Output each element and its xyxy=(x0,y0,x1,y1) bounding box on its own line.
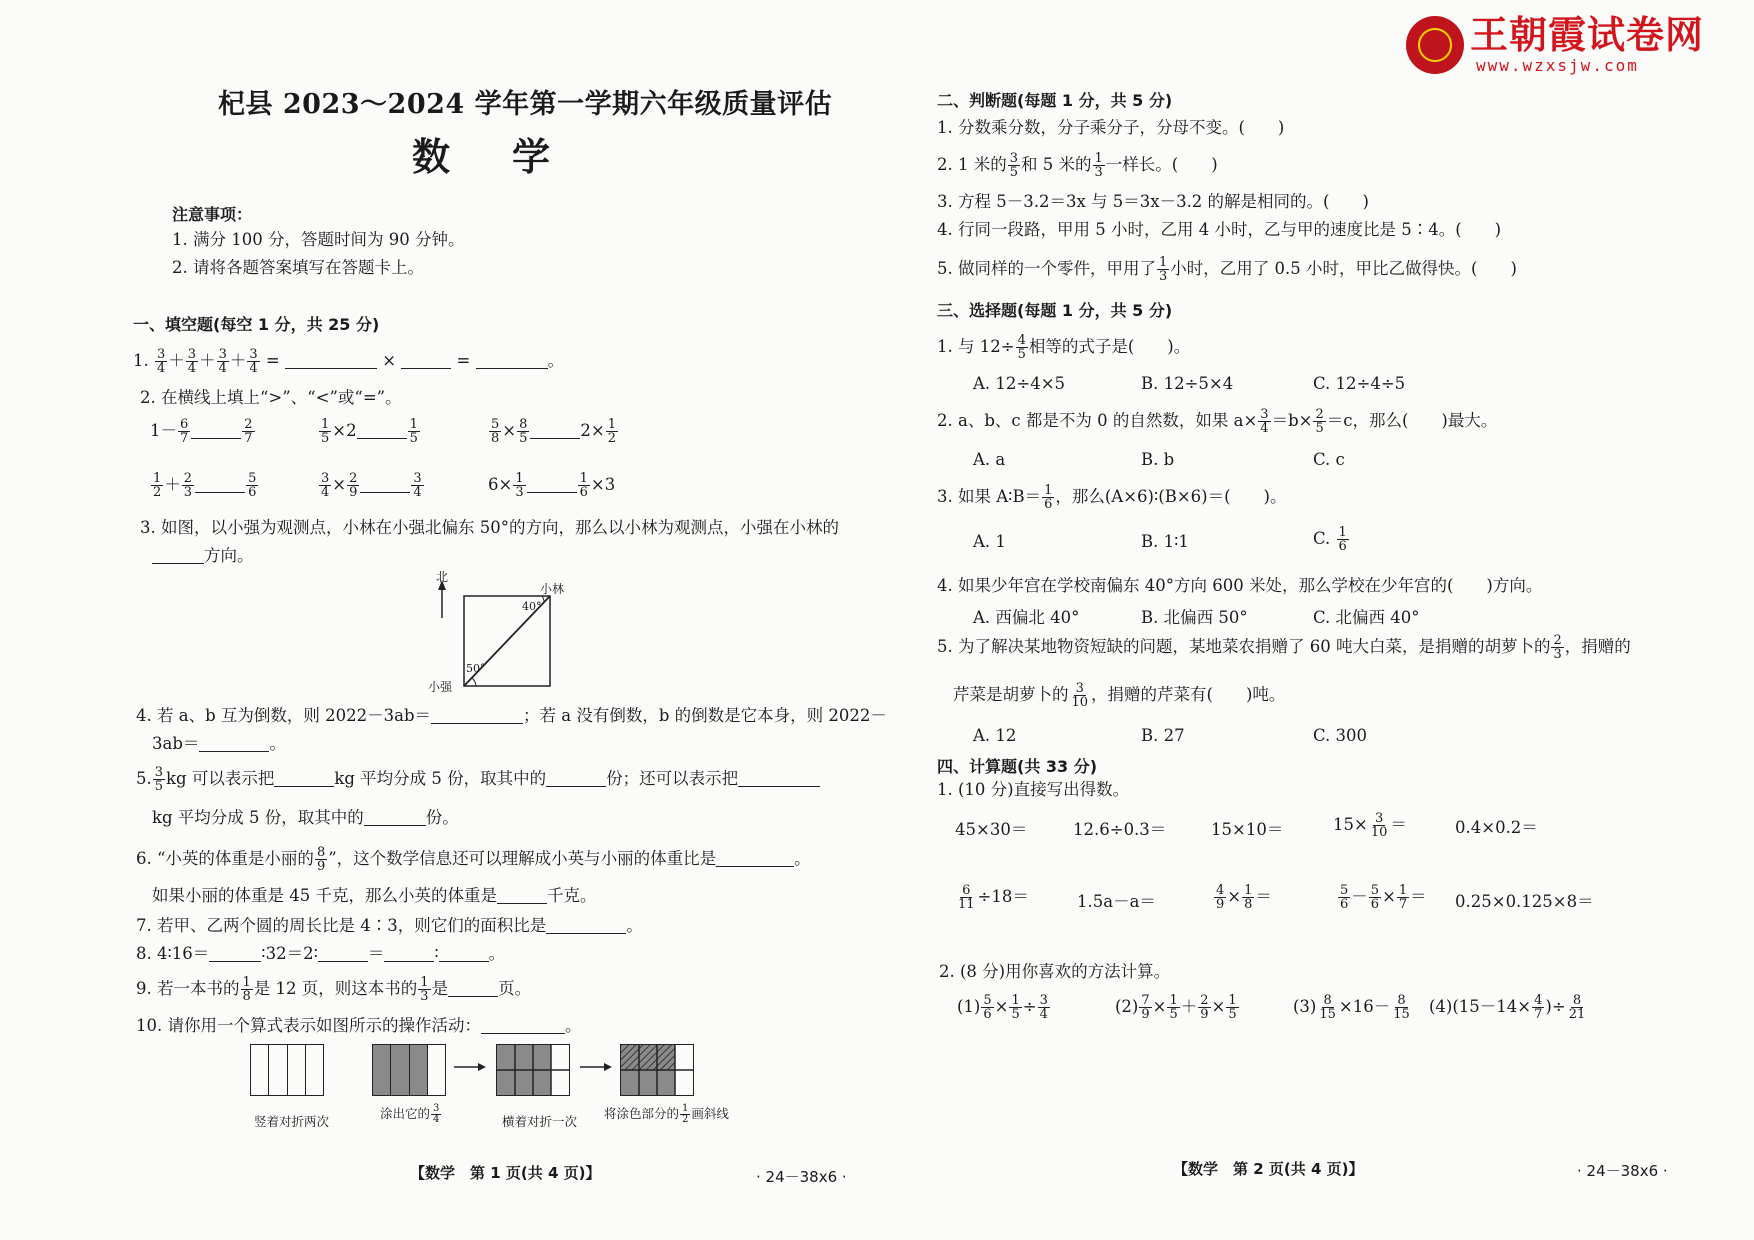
question-3-2: 2. a、b、c 都是不为 0 的自然数，如果 a× $\frac{3}{4}$ ＝b× $\frac{2}{5}$ ＝c，那么( )最大。 xyxy=(937,407,1498,436)
option-3-1-c[interactable]: C. 12÷4÷5 xyxy=(1313,374,1406,393)
answer-blank[interactable] xyxy=(448,980,498,997)
answer-blank[interactable] xyxy=(384,945,434,962)
compare-item: $\frac{3}{4}$ × $\frac{2}{9}$ $\frac{3}{4}$ xyxy=(321,471,422,500)
xiaoqiang-label: 小强 xyxy=(428,680,453,694)
answer-blank[interactable] xyxy=(274,770,334,787)
answer-blank[interactable] xyxy=(716,850,794,867)
answer-blank[interactable] xyxy=(209,945,261,962)
question-1-7: 7. 若甲、乙两个圆的周长比是 4∶3，则它们的面积比是 。 xyxy=(136,916,643,935)
question-3-5: 5. 为了解决某地物资短缺的问题，某地菜农捐赠了 60 吨大白菜，是捐赠的胡萝卜的 $\frac{2}{3}$ ，捐赠的 xyxy=(937,633,1631,662)
answer-blank[interactable] xyxy=(530,422,580,439)
notice-item-1: 1. 满分 100 分，答题时间为 90 分钟。 xyxy=(172,230,465,249)
question-1-2: 2. 在横线上填上“>”、“<”或“=”。 xyxy=(140,388,402,407)
fold-step-3-figure xyxy=(496,1044,570,1096)
question-1-6: 6. “小英的体重是小丽的 $\frac{8}{9}$ ”，这个数学信息还可以理解成小英与小丽的体重比是 。 xyxy=(136,845,811,874)
option-3-5-c[interactable]: C. 300 xyxy=(1313,726,1368,745)
option-3-1-b[interactable]: B. 12÷5×4 xyxy=(1141,374,1234,393)
fraction: $\frac{3}{4}$ xyxy=(157,347,166,376)
question-1-1: 1. $\frac{3}{4}$ ＋ $\frac{3}{4}$ ＋ $\frac{3}{4}$ ＋ $\frac{3}{4}$ = × = 。 xyxy=(133,347,565,376)
logo-name: 王朝霞试卷网 xyxy=(1469,13,1704,57)
xiaolin-label: 小林 xyxy=(540,582,565,596)
answer-blank[interactable] xyxy=(364,809,426,826)
site-logo xyxy=(1406,14,1704,75)
option-3-3-a[interactable]: A. 1 xyxy=(973,532,1006,551)
section-3-heading: 三、选择题(每题 1 分，共 5 分) xyxy=(937,301,1173,320)
footer-page-1: 【数学 第 1 页(共 4 页)】 xyxy=(410,1164,601,1182)
answer-blank[interactable] xyxy=(738,770,820,787)
answer-blank[interactable] xyxy=(439,945,489,962)
footer-code-2: · 24－38x6 · xyxy=(1577,1162,1668,1180)
question-3-3: 3. 如果 A∶B＝ $\frac{1}{6}$ ，那么(A×6)∶(B×6)＝( )。 xyxy=(937,483,1287,512)
logo-seal-icon xyxy=(1406,16,1464,74)
notice-heading: 注意事项： xyxy=(172,205,253,224)
calc-item: 45×30＝ xyxy=(955,820,1028,839)
question-4-2: 2. (8 分)用你喜欢的方法计算。 xyxy=(939,962,1171,981)
compare-item: 6× $\frac{1}{3}$ $\frac{1}{6}$ ×3 xyxy=(488,471,616,500)
answer-blank[interactable] xyxy=(527,476,577,493)
section-1-heading: 一、填空题(每空 1 分，共 25 分) xyxy=(133,315,380,334)
calc-item: 0.4×0.2＝ xyxy=(1455,818,1538,837)
footer-page-2: 【数学 第 2 页(共 4 页)】 xyxy=(1173,1160,1364,1178)
logo-url: www.wzxsjw.com xyxy=(1475,56,1639,75)
arrow-icon xyxy=(452,1060,488,1074)
angle-40-label: 40° xyxy=(522,600,542,613)
option-3-4-b[interactable]: B. 北偏西 50° xyxy=(1141,608,1248,627)
fold-caption-2: 涂出它的 $\frac{3}{4}$ xyxy=(380,1103,440,1125)
compare-item: $\frac{1}{2}$ ＋ $\frac{2}{3}$ $\frac{5}{6}$ xyxy=(153,471,257,500)
calc-problem-2: (2) $\frac{7}{9}$ × $\frac{1}{5}$ ＋ $\frac{2}{9}$ × $\frac{1}{5}$ xyxy=(1115,993,1237,1022)
question-2-5: 5. 做同样的一个零件，甲用了 $\frac{1}{3}$ 小时，乙用了 0.5 小时，甲比乙做得快。( ) xyxy=(937,255,1517,284)
question-1-3-cont: 方向。 xyxy=(152,546,254,566)
fold-caption-4: 将涂色部分的 $\frac{1}{2}$ 画斜线 xyxy=(604,1103,729,1125)
question-3-4: 4. 如果少年宫在学校南偏东 40°方向 600 米处，那么学校在少年宫的( )方向。 xyxy=(937,576,1543,595)
answer-blank[interactable] xyxy=(360,476,410,493)
answer-blank[interactable] xyxy=(152,547,204,564)
question-1-9: 9. 若一本书的 $\frac{1}{8}$ 是 12 页，则这本书的 $\frac{1}{3}$ 是 页。 xyxy=(136,975,532,1004)
calc-item: 1.5a－a＝ xyxy=(1077,892,1156,911)
question-1-8: 8. 4∶16＝ ∶32＝2∶ ＝ ∶ 。 xyxy=(136,944,506,963)
option-3-1-a[interactable]: A. 12÷4×5 xyxy=(973,374,1066,393)
question-1-6-cont: 如果小丽的体重是 45 千克，那么小英的体重是 千克。 xyxy=(152,886,597,905)
arrow-icon xyxy=(578,1060,614,1074)
answer-blank[interactable] xyxy=(497,887,547,904)
question-1-5: 5. $\frac{3}{5}$ kg 可以表示把 kg 平均分成 5 份，取其中的 份；还可以表示把 xyxy=(136,766,820,793)
calc-item: 15×10＝ xyxy=(1211,820,1284,839)
angle-50-label: 50° xyxy=(466,662,486,675)
compare-item: $\frac{5}{8}$ × $\frac{8}{5}$ 2× $\frac{1}{2}$ xyxy=(491,417,616,446)
question-1-5-cont: kg 平均分成 5 份，取其中的 份。 xyxy=(152,808,459,827)
subject-title: 数学 xyxy=(412,134,613,179)
answer-blank[interactable] xyxy=(481,1017,565,1034)
footer-code-1: · 24－38x6 · xyxy=(756,1168,847,1186)
question-2-2: 2. 1 米的 $\frac{3}{5}$ 和 5 米的 $\frac{1}{3}$ 一样长。( ) xyxy=(937,151,1218,180)
fold-step-4-figure xyxy=(620,1044,694,1096)
calc-problem-1: (1) $\frac{5}{6}$ × $\frac{1}{5}$ ÷ $\frac{3}{4}$ xyxy=(957,993,1048,1022)
question-3-1: 1. 与 12÷ $\frac{4}{5}$ 相等的式子是( )。 xyxy=(937,333,1191,362)
calc-item: 0.25×0.125×8＝ xyxy=(1455,892,1594,911)
fold-caption-1: 竖着对折两次 xyxy=(254,1114,330,1129)
calc-item: 12.6÷0.3＝ xyxy=(1073,820,1167,839)
page-2 xyxy=(877,0,1754,1240)
fold-caption-3: 横着对折一次 xyxy=(502,1114,578,1129)
option-3-3-c[interactable]: C. $\frac{1}{6}$ xyxy=(1313,525,1347,554)
option-3-2-b[interactable]: B. b xyxy=(1141,450,1175,469)
question-2-4: 4. 行同一段路，甲用 5 小时，乙用 4 小时，乙与甲的速度比是 5∶4。( ) xyxy=(937,220,1502,239)
exam-title: 杞县 2023～2024 学年第一学期六年级质量评估 xyxy=(218,89,833,120)
compare-item: $\frac{1}{5}$ ×2 $\frac{1}{5}$ xyxy=(321,417,418,446)
answer-blank[interactable] xyxy=(191,422,241,439)
option-3-5-a[interactable]: A. 12 xyxy=(973,726,1017,745)
question-1-10: 10. 请你用一个算式表示如图所示的操作活动： 。 xyxy=(136,1016,582,1035)
fold-step-2-figure xyxy=(372,1044,446,1096)
answer-blank[interactable] xyxy=(431,707,523,724)
calc-item: $\frac{6}{11}$ ÷18＝ xyxy=(958,883,1029,912)
calc-item: 15× $\frac{3}{10}$ ＝ xyxy=(1333,811,1407,840)
option-3-5-b[interactable]: B. 27 xyxy=(1141,726,1185,745)
fold-step-1-figure xyxy=(250,1044,324,1096)
answer-blank[interactable] xyxy=(546,917,626,934)
north-label: 北 xyxy=(436,570,449,584)
question-1-4: 4. 若 a、b 互为倒数，则 2022－3ab＝ ；若 a 没有倒数，b 的倒数是它本身，则 2022－ xyxy=(136,706,887,725)
answer-blank[interactable] xyxy=(285,352,377,369)
compare-item: 1－ $\frac{6}{7}$ $\frac{2}{7}$ xyxy=(150,417,253,446)
answer-blank[interactable] xyxy=(195,476,245,493)
question-2-1: 1. 分数乘分数，分子乘分子，分母不变。( ) xyxy=(937,118,1285,137)
answer-blank[interactable] xyxy=(199,735,269,752)
question-2-3: 3. 方程 5－3.2＝3x 与 5＝3x－3.2 的解是相同的。( ) xyxy=(937,192,1369,211)
section-4-heading: 四、计算题(共 33 分) xyxy=(937,757,1098,776)
notice-item-2: 2. 请将各题答案填写在答题卡上。 xyxy=(172,258,424,277)
calc-problem-3: (3) $\frac{8}{15}$ ×16－ $\frac{8}{15}$ xyxy=(1293,993,1410,1022)
question-3-5-cont: 芹菜是胡萝卜的 $\frac{3}{10}$ ，捐赠的芹菜有( )吨。 xyxy=(953,681,1286,710)
option-3-2-c[interactable]: C. c xyxy=(1313,450,1345,469)
option-3-3-b[interactable]: B. 1∶1 xyxy=(1141,532,1189,551)
option-3-2-a[interactable]: A. a xyxy=(973,450,1006,469)
answer-blank[interactable] xyxy=(318,945,368,962)
answer-blank[interactable] xyxy=(401,352,451,369)
answer-blank[interactable] xyxy=(357,422,407,439)
answer-blank[interactable] xyxy=(476,352,548,369)
calc-item: $\frac{5}{6}$ － $\frac{5}{6}$ × $\frac{1}{7}$ ＝ xyxy=(1340,883,1427,912)
option-3-4-a[interactable]: A. 西偏北 40° xyxy=(973,608,1080,627)
question-1-4-cont: 3ab＝ 。 xyxy=(152,734,286,753)
option-3-4-c[interactable]: C. 北偏西 40° xyxy=(1313,608,1420,627)
calc-item: $\frac{4}{9}$ × $\frac{1}{8}$ ＝ xyxy=(1216,883,1272,912)
calc-problem-4: (4)(15－14× $\frac{4}{7}$ )÷ $\frac{8}{21}$ xyxy=(1429,993,1586,1022)
answer-blank[interactable] xyxy=(546,770,606,787)
question-4-1: 1. (10 分)直接写出得数。 xyxy=(937,780,1130,799)
question-1-3: 3. 如图，以小强为观测点，小林在小强北偏东 50°的方向，那么以小林为观测点，小强在小林的 xyxy=(140,518,839,537)
section-2-heading: 二、判断题(每题 1 分，共 5 分) xyxy=(937,91,1173,110)
